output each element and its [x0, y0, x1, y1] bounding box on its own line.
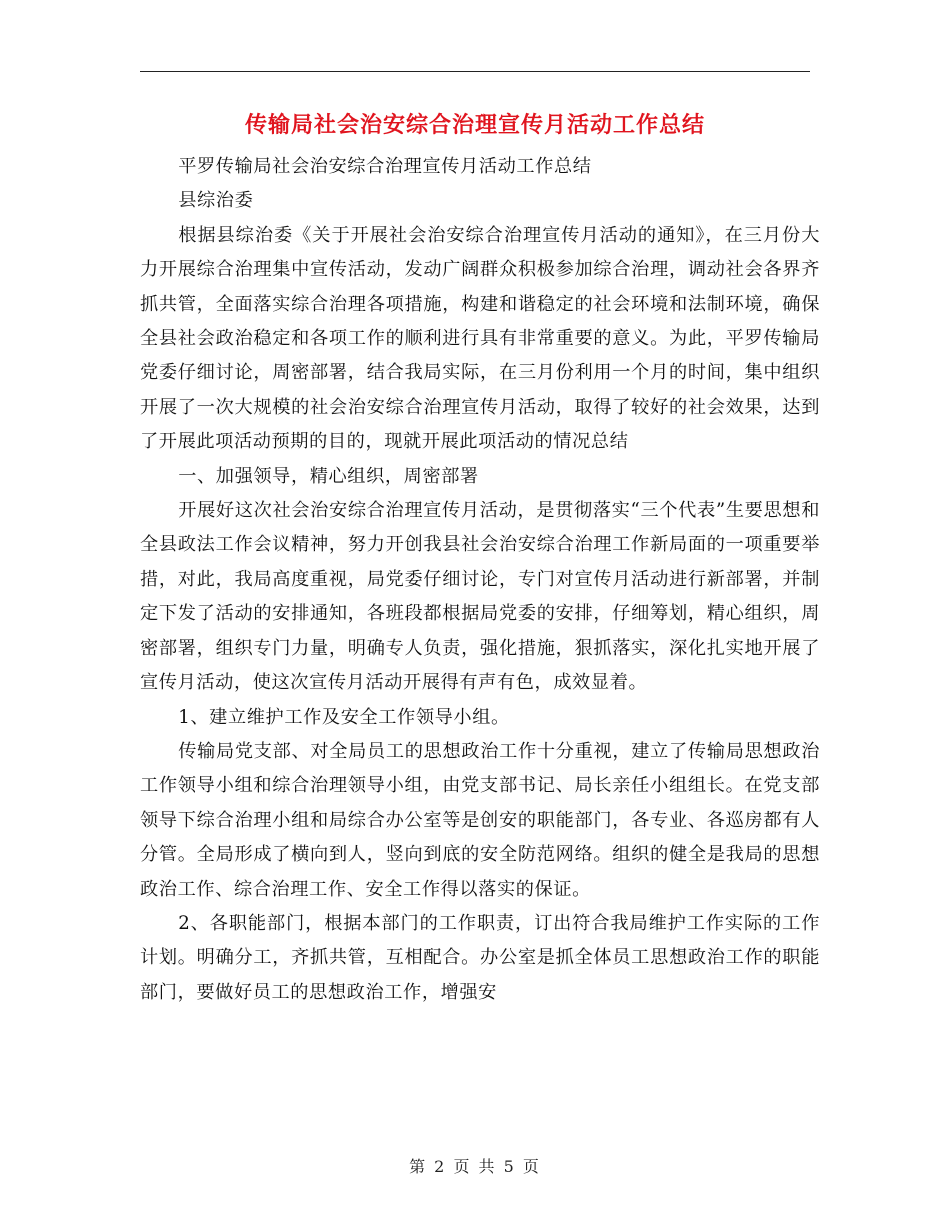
header-rule	[140, 71, 810, 72]
page-footer: 第 2 页 共 5 页	[409, 1157, 541, 1176]
document-title: 传输局社会治安综合治理宣传月活动工作总结	[244, 113, 705, 138]
subsection-heading-1: 1、建立维护工作及安全工作领导小组。	[178, 706, 510, 728]
paragraph-subsection-2: 2、各职能部门，根据本部门的工作职责，订出符合我局维护工作实际的工作计划。明确分工，齐抓共管，互相配合。办公室是抓全体员工思想政治工作的职能部门，要做好员工的思想政治工作，增强安	[140, 912, 820, 1003]
paragraph-intro: 根据县综治委《关于开展社会治安综合治理宣传月活动的通知》，在三月份大力开展综合治理集中宣传活动，发动广阔群众积极参加综合治理，调动社会各界齐抓共管，全面落实综合治理各项措施，构建和谐稳定的社会环境和法制环境，确保全县社会政治稳定和各项工作的顺利进行具有非常重要的意义。为此，平罗传输局党委仔细讨论，周密部署，结合我局实际，在三月份利用一个月的时间，集中组织开展了一次大规模的社会治安综合治理宣传月活动，取得了较好的社会效果，达到了开展此项活动预期的目的，现就开展此项活动的情况总结	[140, 224, 820, 453]
paragraph-subtitle: 平罗传输局社会治安综合治理宣传月活动工作总结	[178, 156, 592, 177]
paragraph-subsection-1: 传输局党支部、对全局员工的思想政治工作十分重视，建立了传输局思想政治工作领导小组和综合治理领导小组，由党支部书记、局长亲任小组组长。在党支部领导下综合治理小组和局综合办公室等是创安的职能部门，各专业、各巡房都有人分管。全局形成了横向到人，竖向到底的安全防范网络。组织的健全是我局的思想政治工作、综合治理工作、安全工作得以落实的保证。	[140, 740, 820, 900]
section-heading-1: 一、加强领导，精心组织，周密部署	[178, 465, 479, 487]
paragraph-recipient: 县综治委	[178, 190, 254, 212]
paragraph-section-1: 开展好这次社会治安综合治理宣传月活动，是贯彻落实“三个代表”生要思想和全县政法工作会议精神，努力开创我县社会治安综合治理工作新局面的一项重要举措，对此，我局高度重视，局党委仔细讨论，专门对宣传月活动进行新部署，并制定下发了活动的安排通知，各班段都根据局党委的安排，仔细筹划，精心组织，周密部署，组织专门力量，明确专人负责，强化措施，狠抓落实，深化扎实地开展了宣传月活动，使这次宣传月活动开展得有声有色，成效显着。	[140, 500, 820, 694]
document-body	[140, 150, 820, 1010]
